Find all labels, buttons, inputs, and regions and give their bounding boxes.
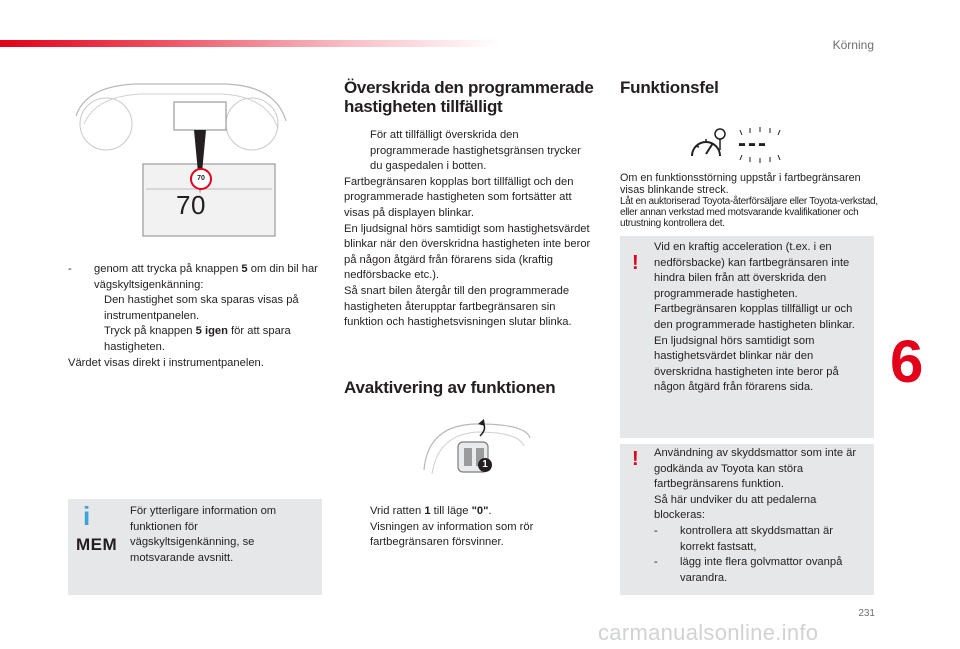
sub-list-item: Tryck på knappen 5 igen för att spara hastigheten. <box>104 325 291 353</box>
info-box <box>68 499 322 595</box>
warning-text <box>654 240 866 396</box>
fault-indicator-illustration <box>688 126 792 164</box>
col2-text <box>344 78 596 331</box>
paragraph: Fartbegränsaren kopplas bort tillfälligt och den programmerade hastigheten som fortsätter att visas på displayen blinkar. <box>344 175 574 219</box>
section-header: Körning <box>832 38 874 52</box>
warning-box-2 <box>620 444 874 595</box>
list-item: - lägg inte flera golvmattor ovanpå varandra. <box>654 556 843 584</box>
bullet-item: För att tillfälligt överskrida den programmerade hastighetsgränsen trycker du gaspedalen i botten. <box>370 129 581 173</box>
list-item: - genom att trycka på knappen 5 om din bil har vägskyltsigenkänning: <box>68 263 318 291</box>
col1-text <box>68 262 318 371</box>
warning-line: Användning av skyddsmattor som inte är godkända av Toyota kan störa fartbegränsarens funktion. <box>654 447 857 491</box>
warning-box-1 <box>620 236 874 438</box>
sub-list-item: Den hastighet som ska sparas visas på instrumentpanelen. <box>104 294 299 322</box>
section-title: Överskrida den programmerade hastigheten tillfälligt <box>344 78 594 116</box>
instrument-panel-illustration <box>66 76 292 238</box>
paragraph: En ljudsignal hörs samtidigt som hastighetsvärdet blinkar när den överskridna hastigheten inte beror på någon åtgärd från förarens sida (kraftig nedförsbacke etc.). <box>344 222 591 282</box>
fault-paragraph: Låt en auktoriserad Toyota-återförsäljare eller Toyota-verkstad, eller annan verkstad med motsvarande kvalifikationer och utrustning kontrollera det. <box>620 196 878 229</box>
note-text: Värdet visas direkt i instrumentpanelen. <box>68 356 264 369</box>
list-dash: - <box>654 556 658 569</box>
list-dash: - <box>654 524 658 537</box>
deactivation-title: Avaktivering av funktionen <box>344 378 556 397</box>
bullet-item: Vrid ratten 1 till läge "0". Visningen av information som rör fartbegränsaren försvinner. <box>370 505 534 549</box>
callout-1: 1 <box>478 458 492 472</box>
top-accent-bar <box>0 40 500 47</box>
sign-value: 70 <box>197 175 205 182</box>
speed-limit-sign <box>190 168 212 190</box>
warning-line: Vid en kraftig acceleration (t.ex. i en nedförsbacke) kan fartbegränsaren inte hindra bilen från att överskrida den programmerade hastigheten. <box>654 241 850 300</box>
steering-stalk-illustration <box>418 418 534 480</box>
info-text: För ytterligare information om funktionen för vägskyltsigenkänning, se motsvarande avsnitt. <box>130 505 277 564</box>
list-dash: - <box>68 263 72 275</box>
fault-text <box>620 172 882 229</box>
warning-line: Så här undviker du att pedalerna blockeras: <box>654 493 817 522</box>
stalk-drawing <box>418 418 534 480</box>
fault-paragraph: Om en funktionsstörning uppstår i fartbegränsaren visas blinkande streck. <box>620 172 861 196</box>
warning-icon: ! <box>632 252 639 274</box>
watermark: carmanualsonline.info <box>598 620 819 645</box>
warning-text <box>654 446 866 586</box>
display-speed-value: 70 <box>176 190 206 220</box>
chapter-number: 6 <box>890 328 924 395</box>
warning-icon: ! <box>632 448 639 470</box>
page-number: 231 <box>858 608 875 619</box>
blinking-dashes: --- <box>738 130 768 157</box>
warning-line: En ljudsignal hörs samtidigt som hastighetsvärdet blinkar när den överskridna hastigheten inte beror på någon åtgärd från förarens sida. <box>654 334 839 394</box>
paragraph: Så snart bilen återgår till den programmerade hastigheten återupptar fartbegränsaren sin funktion och hastighetsvisningen slutar blinka. <box>344 284 572 329</box>
info-icon: i <box>83 501 91 531</box>
deactivation-text <box>344 504 574 551</box>
mem-label: MEM <box>76 535 118 554</box>
warning-line: Fartbegränsaren kopplas tillfälligt ur och den programmerade hastigheten blinkar. <box>654 303 855 331</box>
list-item: - kontrollera att skyddsmattan är korrekt fastsatt, <box>654 524 833 553</box>
fault-title: Funktionsfel <box>620 78 719 97</box>
